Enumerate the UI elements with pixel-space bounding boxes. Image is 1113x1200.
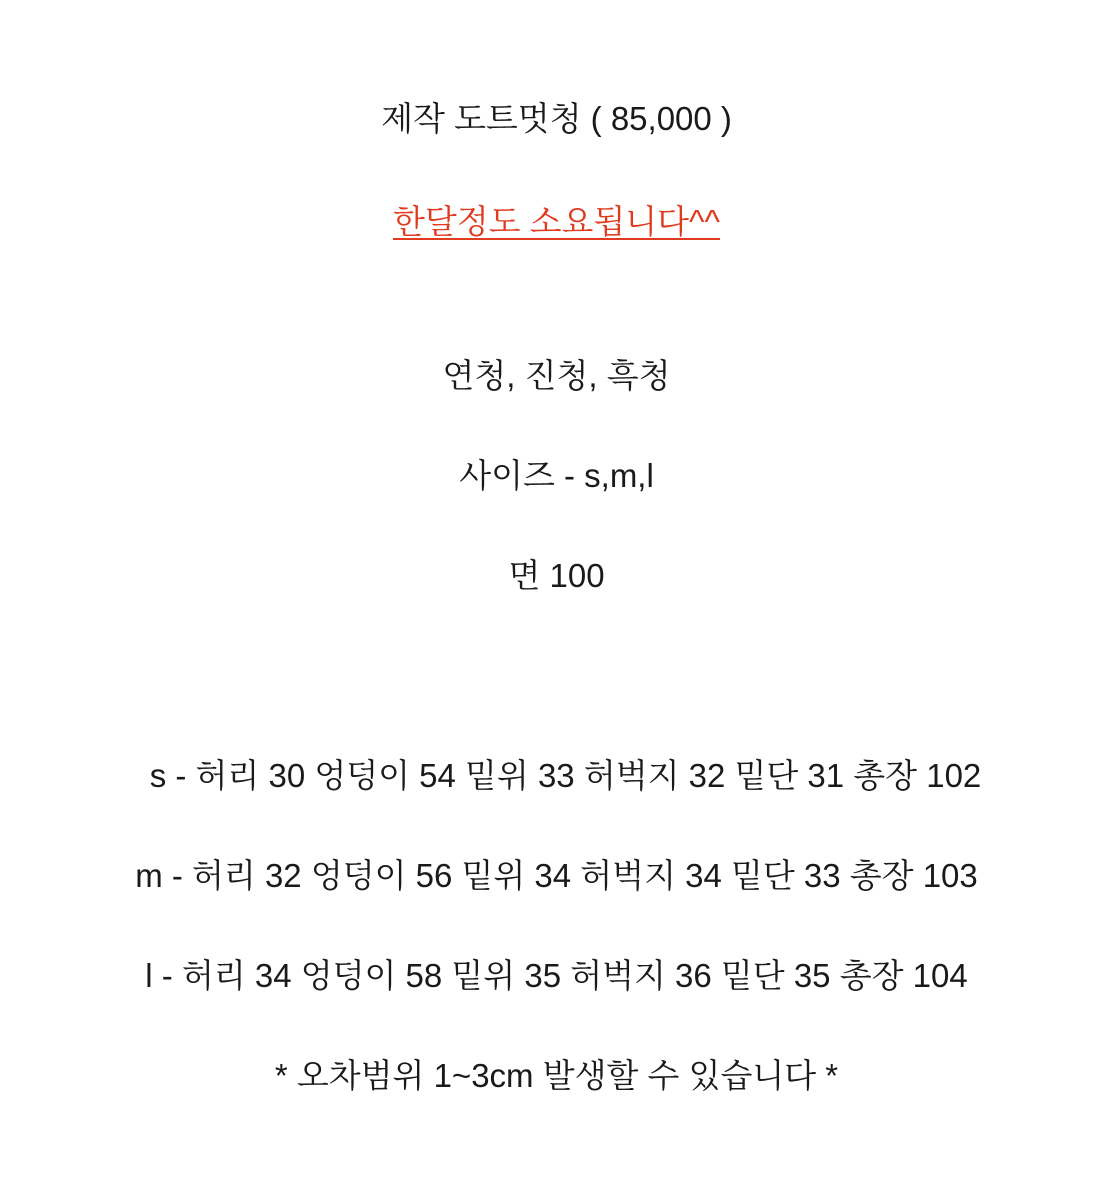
measurement-row-l: l - 허리 34 엉덩이 58 밑위 35 허벅지 36 밑단 35 총장 104: [145, 957, 968, 994]
production-notice-text: 한달정도 소요됩니다^^: [392, 203, 721, 240]
color-options: 연청, 진청, 흑청: [442, 357, 671, 394]
measurement-row-s: s - 허리 30 엉덩이 54 밑위 33 허벅지 32 밑단 31 총장 102: [149, 757, 982, 794]
tolerance-footnote: * 오차범위 1~3cm 발생할 수 있습니다 *: [274, 1057, 839, 1094]
measurement-row-m: m - 허리 32 엉덩이 56 밑위 34 허벅지 34 밑단 33 총장 103: [135, 857, 978, 894]
size-options: 사이즈 - s,m,l: [459, 457, 654, 494]
production-notice: [0, 202, 1113, 242]
material-info: 면 100: [508, 557, 605, 594]
product-title: 제작 도트멋청 ( 85,000 ): [381, 100, 732, 137]
